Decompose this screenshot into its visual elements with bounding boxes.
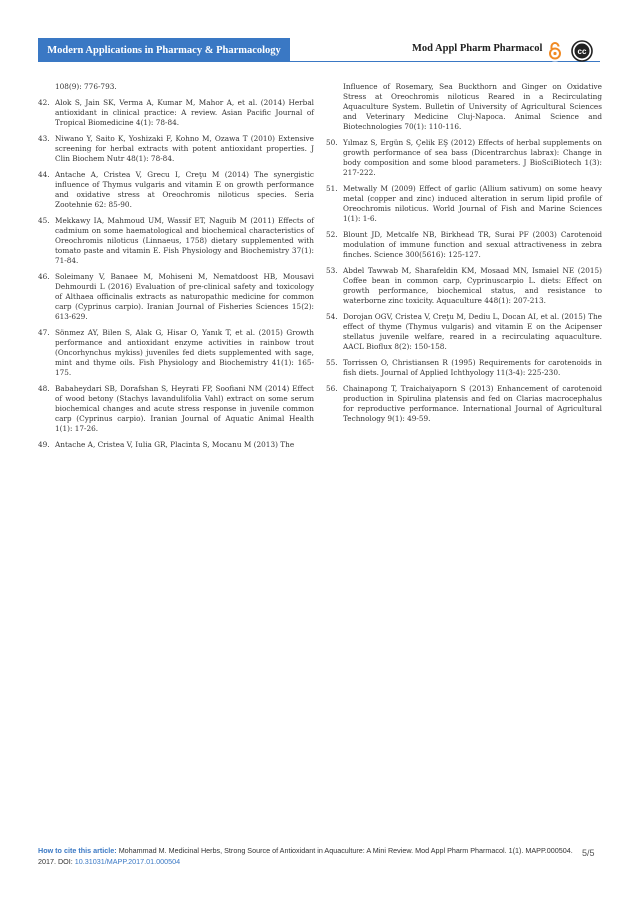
reference-number: 48.: [38, 384, 50, 393]
reference-number: 56.: [326, 384, 338, 393]
reference-text: Abdel Tawwab M, Sharafeldin KM, Mosaad MN, Ismaiel NE (2015) Coffee bean in common carp, Cyprinuscarpio L. diets: Effect on growth performance, biochemical status, and resistance to waterborne zinc toxicity. Aquaculture 448(1): 207-213.: [343, 266, 602, 305]
reference-item: [38, 328, 314, 378]
reference-text: Antache A, Cristea V, Iulia GR, Placinta S, Mocanu M (2013) The: [55, 440, 295, 449]
reference-number: 42.: [38, 98, 50, 107]
reference-text: Mekkawy IA, Mahmoud UM, Wassif ET, Naguib M (2011) Effects of cadmium on some haematological and biochemical characteristics of Oreochromis niloticus (Linnaeus, 1758) dietary supplemented with tomato paste and vitamin E. Fish Physiology and Biochemistry 37(1): 71-84.: [55, 216, 314, 265]
reference-text: Soleimany V, Banaee M, Mohiseni M, Nematdoost HB, Mousavi Dehmourdi L (2016) Evaluation of pre-clinical safety and toxicology of Althaea officinalis extracts as naturopathic medicine for common carp (Cyprinus carpio). Iranian Journal of Fisheries Sciences 15(2): 613-629.: [55, 272, 314, 321]
reference-item: [38, 216, 314, 266]
journal-title: Modern Applications in Pharmacy & Pharmacology: [47, 44, 281, 56]
reference-text: Babaheydari SB, Dorafshan S, Heyrati FP, Soofiani NM (2014) Effect of wood betony (Stachys lavandulifolia Vahl) extract on some serum biochemical changes and acute stress response in juvenile common carp (Cyprinus carpio). Iranian Journal of Aquatic Animal Health 1(1): 17-26.: [55, 384, 314, 433]
references-left-column: [38, 82, 314, 456]
cite-text: Mohammad M. Medicinal Herbs, Strong Source of Antioxidant in Aquaculture: A Mini Review. Mod Appl Pharm Pharmacol. 1(1). MAPP.000504. 2017. DOI:: [38, 846, 573, 866]
journal-abbreviation: Mod Appl Pharm Pharmacol: [412, 43, 543, 54]
open-access-icon: [544, 40, 566, 62]
reference-text: Blount JD, Metcalfe NB, Birkhead TR, Surai PF (2003) Carotenoid modulation of immune function and sexual attractiveness in zebra finches. Science 300(5616): 125-127.: [343, 230, 602, 259]
citation-footer: [38, 845, 578, 867]
reference-item: [326, 312, 602, 352]
reference-number: 51.: [326, 184, 338, 193]
reference-item: [38, 98, 314, 128]
cite-lead: How to cite this article:: [38, 846, 117, 855]
reference-number: 43.: [38, 134, 50, 143]
reference-item: [326, 138, 602, 178]
references-right-column: [326, 82, 602, 430]
reference-text: Antache A, Cristea V, Grecu I, Creţu M (2014) The synergistic influence of Thymus vulgaris and vitamin E on growth performance and oxidative stress at Oreochromis niloticus species. Seria Zootehnie 62: 85-90.: [55, 170, 314, 209]
reference-text: Dorojan OGV, Cristea V, Creţu M, Dediu L, Docan AI, et al. (2015) The effect of thyme (Thymus vulgaris) and vitamin E on the Acipenser stellatus juvenile welfare, reared in a recirculating aquaculture. AACL Bioflux 8(2): 150-158.: [343, 312, 602, 351]
reference-item: [326, 384, 602, 424]
reference-item: [326, 266, 602, 306]
reference-item: [38, 440, 314, 450]
reference-continuation: 108(9): 776-793.: [55, 82, 117, 91]
reference-item: [38, 384, 314, 434]
reference-item: [326, 358, 602, 378]
journal-title-banner: [38, 38, 290, 62]
reference-number: 45.: [38, 216, 50, 225]
reference-number: 55.: [326, 358, 338, 367]
reference-item: [326, 184, 602, 224]
reference-item: [38, 170, 314, 210]
reference-text: Metwally M (2009) Effect of garlic (Allium sativum) on some heavy metal (copper and zinc) induced alteration in serum lipid profile of Oreochromis niloticus. World Journal of Fish and Marine Sciences 1(1): 1-6.: [343, 184, 602, 223]
creative-commons-icon: [571, 40, 593, 62]
reference-text: Torrissen O, Christiansen R (1995) Requirements for carotenoids in fish diets. Journal of Applied Ichthyology 11(3-4): 225-230.: [343, 358, 602, 377]
reference-number: 47.: [38, 328, 50, 337]
svg-text:cc: cc: [577, 47, 587, 56]
reference-text: Sönmez AY, Bilen S, Alak G, Hisar O, Yanık T, et al. (2015) Growth performance and antioxidant enzyme activities in rainbow trout (Oncorhynchus mykiss) juveniles fed diets supplemented with sage, mint and thyme oils. Fish Physiology and Biochemistry 41(1): 165-175.: [55, 328, 314, 377]
reference-item: [38, 272, 314, 322]
reference-text: Yılmaz S, Ergün S, Çelik EŞ (2012) Effects of herbal supplements on growth performance of sea bass (Dicentrarchus labrax): Change in body composition and some blood parameters. J BioSciBiotech 1(3): 217-222.: [343, 138, 602, 177]
reference-number: 44.: [38, 170, 50, 179]
reference-number: 52.: [326, 230, 338, 239]
reference-number: 46.: [38, 272, 50, 281]
reference-number: 53.: [326, 266, 338, 275]
reference-text: Chainapong T, Traichaiyaporn S (2013) Enhancement of carotenoid production in Spirulina platensis and fed on Clarias macrocephalus for reproductive performance. International Journal of Agricultural Technology 9(1): 49-59.: [343, 384, 602, 423]
reference-item: [38, 134, 314, 164]
reference-text: Alok S, Jain SK, Verma A, Kumar M, Mahor A, et al. (2014) Herbal antioxidant in clinical practice: A review. Asian Pacific Journal of Tropical Biomedicine 4(1): 78-84.: [55, 98, 314, 127]
page-number: 5/5: [582, 848, 595, 858]
reference-number: 54.: [326, 312, 338, 321]
reference-item: [326, 230, 602, 260]
reference-number: 49.: [38, 440, 50, 449]
doi-link[interactable]: 10.31031/MAPP.2017.01.000504: [74, 857, 181, 866]
reference-text: Niwano Y, Saito K, Yoshizaki F, Kohno M, Ozawa T (2010) Extensive screening for herbal extracts with potent antioxidant properties. J Clin Biochem Nutr 48(1): 78-84.: [55, 134, 314, 163]
reference-continuation: Influence of Rosemary, Sea Buckthorn and Ginger on Oxidative Stress at Oreochromis niloticus Reared in a Recirculating Aquaculture System. Bulletin of University of Agricultural Sciences and Veterinary Medicine Cluj-Napoca. Animal Science and Biotechnologies 70(1): 110-116.: [343, 82, 602, 131]
reference-number: 50.: [326, 138, 338, 147]
